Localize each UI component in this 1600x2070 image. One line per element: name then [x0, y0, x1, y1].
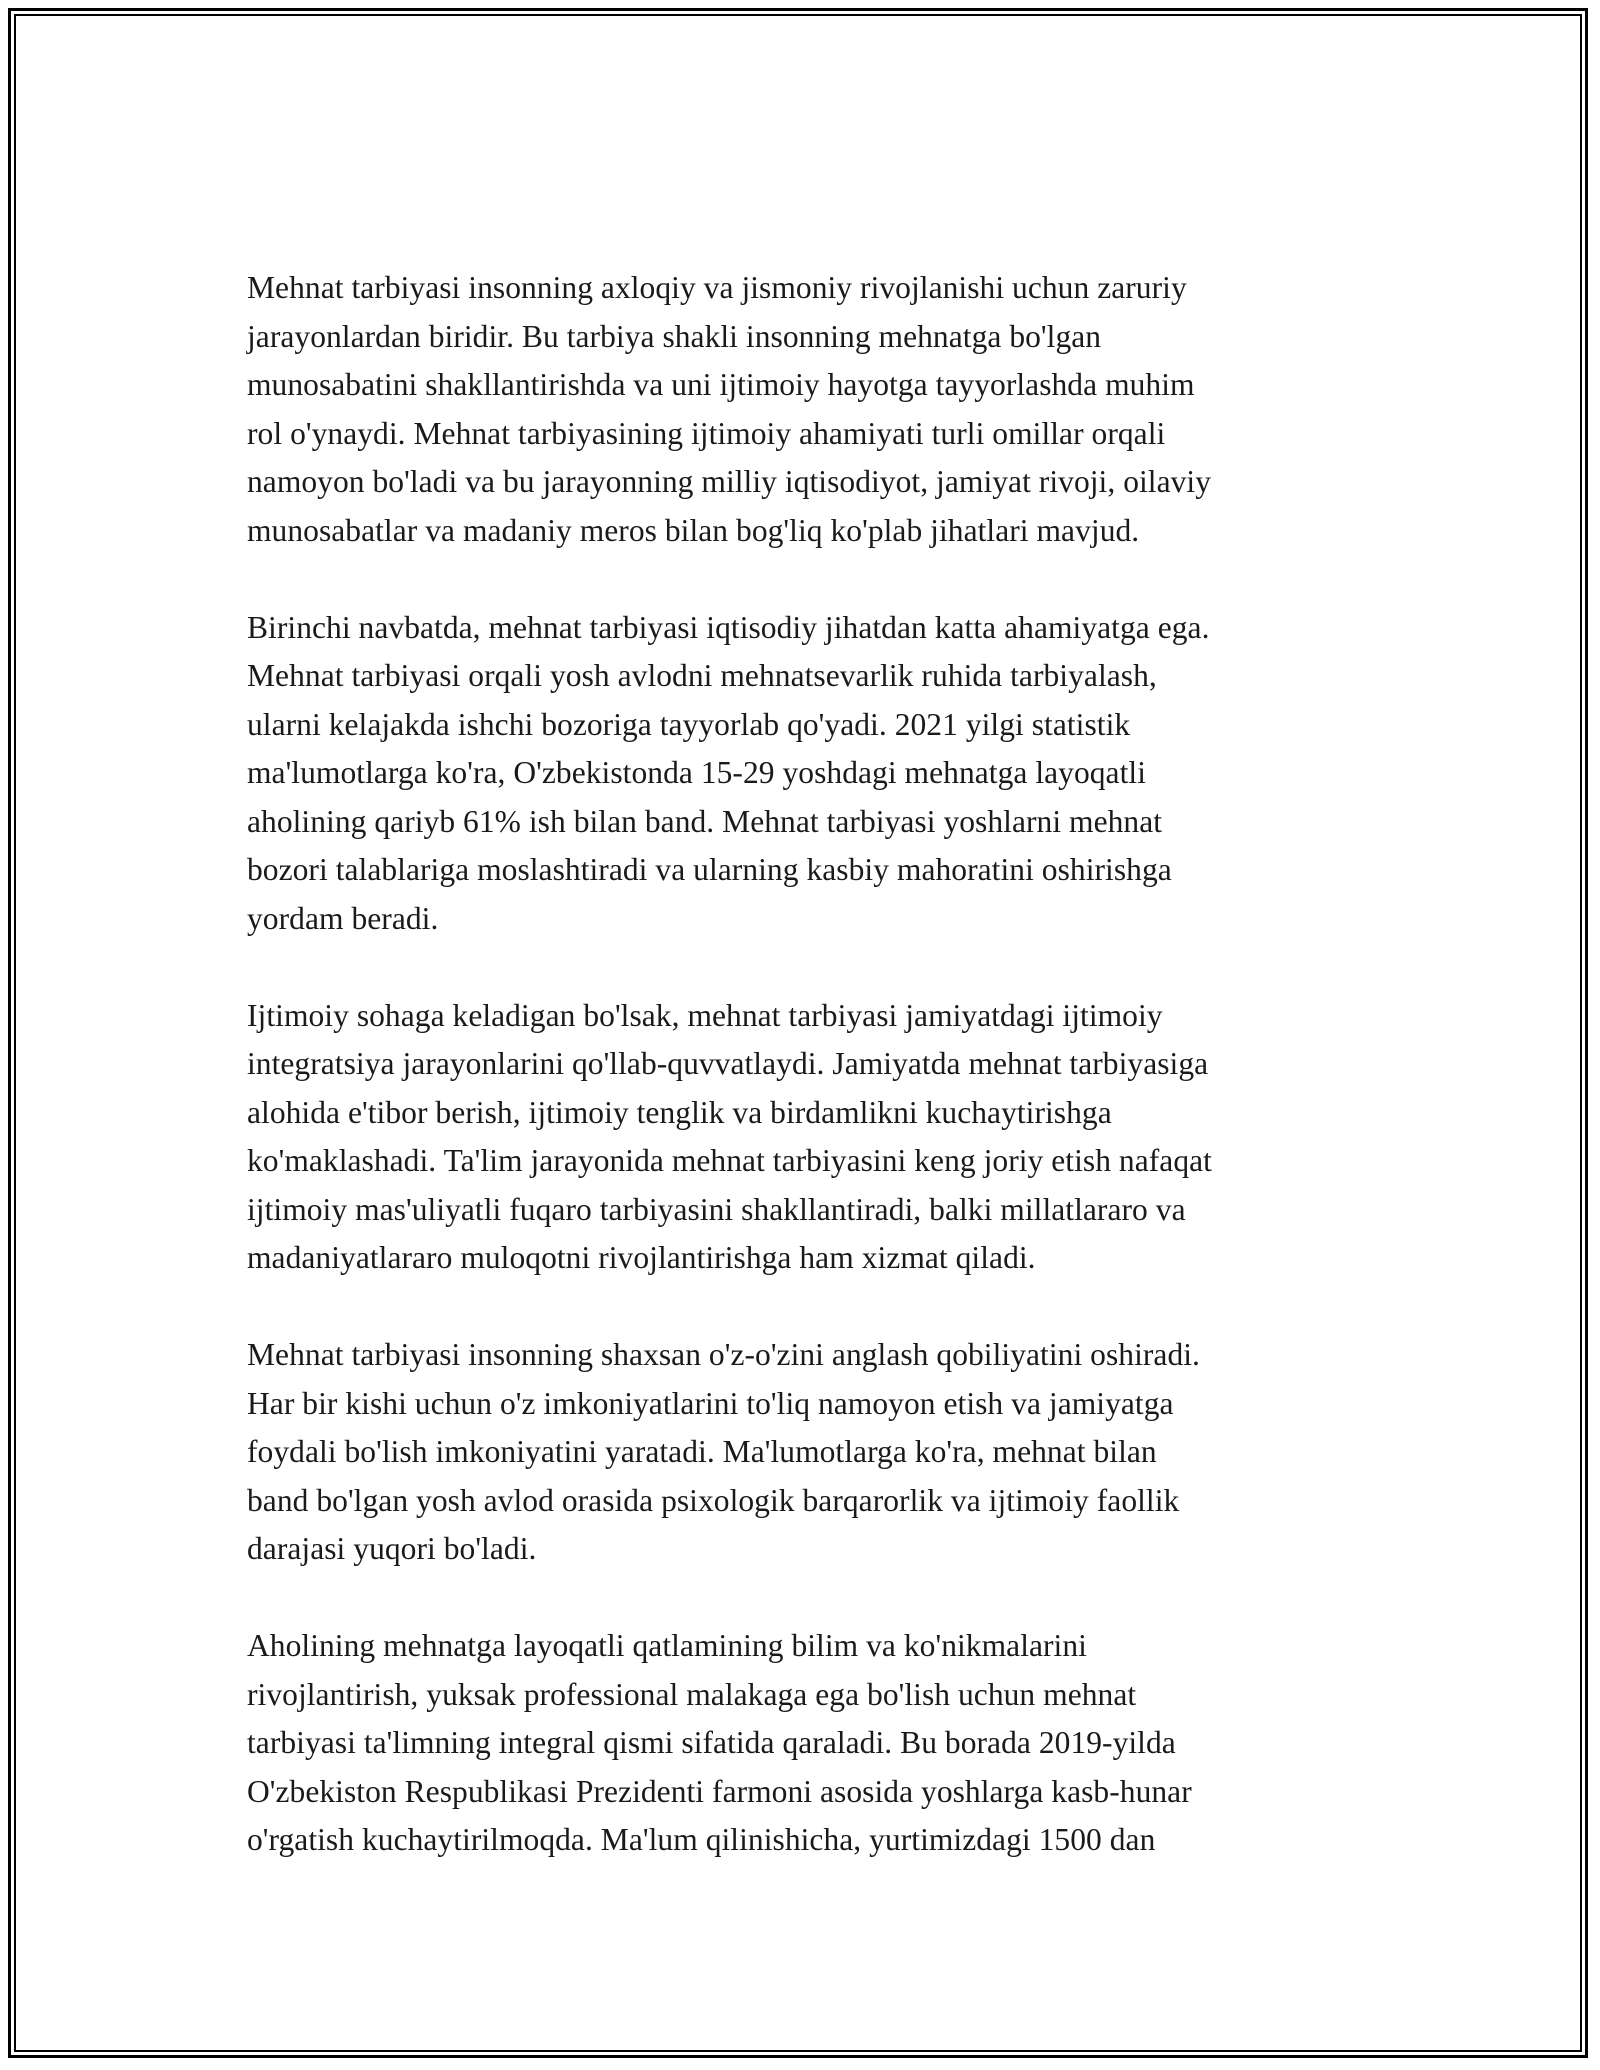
paragraph-1: Mehnat tarbiyasi insonning axloqiy va jismoniy rivojlanishi uchun zaruriy jarayonlardan biridir. Bu tarbiya shakli insonning mehnatga bo'lgan munosabatini shakllantirishda va uni ijtimoiy hayotga tayyorlashda muhim rol o'ynaydi. Mehnat tarbiyasining ijtimoiy ahamiyati turli omillar orqali namoyon bo'ladi va bu jarayonning milliy iqtisodiyot, jamiyat rivoji, oilaviy munosabatlar va madaniy meros bilan bog'liq ko'plab jihatlari mavjud. — [247, 270, 1212, 548]
paragraph-5: Aholining mehnatga layoqatli qatlamining bilim va ko'nikmalarini rivojlantirish, yuksak professional malakaga ega bo'lish uchun mehnat tarbiyasi ta'limning integral qismi sifatida qaraladi. Bu borada 2019-yilda O'zbekiston Respublikasi Prezidenti farmoni asosida yoshlarga kasb-hunar o'rgatish kuchaytirilmoqda. Ma'lum qilinishicha, yurtimizdagi 1500 dan — [247, 1628, 1192, 1857]
document-body — [247, 264, 1387, 1865]
paragraph-4: Mehnat tarbiyasi insonning shaxsan o'z-o'zini anglash qobiliyatini oshiradi. Har bir kishi uchun o'z imkoniyatlarini to'liq namoyon etish va jamiyatga foydali bo'lish imkoniyatini yaratadi. Ma'lumotlarga ko'ra, mehnat bilan band bo'lgan yosh avlod orasida psixologik barqarorlik va ijtimoiy faollik darajasi yuqori bo'ladi. — [247, 1337, 1200, 1566]
page-border-frame — [8, 8, 1588, 2058]
paragraph-3: Ijtimoiy sohaga keladigan bo'lsak, mehnat tarbiyasi jamiyatdagi ijtimoiy integratsiya jarayonlarini qo'llab-quvvatlaydi. Jamiyatda mehnat tarbiyasiga alohida e'tibor berish, ijtimoiy tenglik va birdamlikni kuchaytirishga ko'maklashadi. Ta'lim jarayonida mehnat tarbiyasini keng joriy etish nafaqat ijtimoiy mas'uliyatli fuqaro tarbiyasini shakllantiradi, balki millatlararo va madaniyatlararo muloqotni rivojlantirishga ham xizmat qiladi. — [247, 997, 1212, 1275]
paragraph-2: Birinchi navbatda, mehnat tarbiyasi iqtisodiy jihatdan katta ahamiyatga ega. Mehnat tarbiyasi orqali yosh avlodni mehnatsevarlik ruhida tarbiyalash, ularni kelajakda ishchi bozoriga tayyorlab qo'yadi. 2021 yilgi statistik ma'lumotlarga ko'ra, O'zbekistonda 15-29 yoshdagi mehnatga layoqatli aholining qariyb 61% ish bilan band. Mehnat tarbiyasi yoshlarni mehnat bozori talablariga moslashtiradi va ularning kasbiy mahoratini oshirishga yordam beradi. — [247, 609, 1210, 936]
